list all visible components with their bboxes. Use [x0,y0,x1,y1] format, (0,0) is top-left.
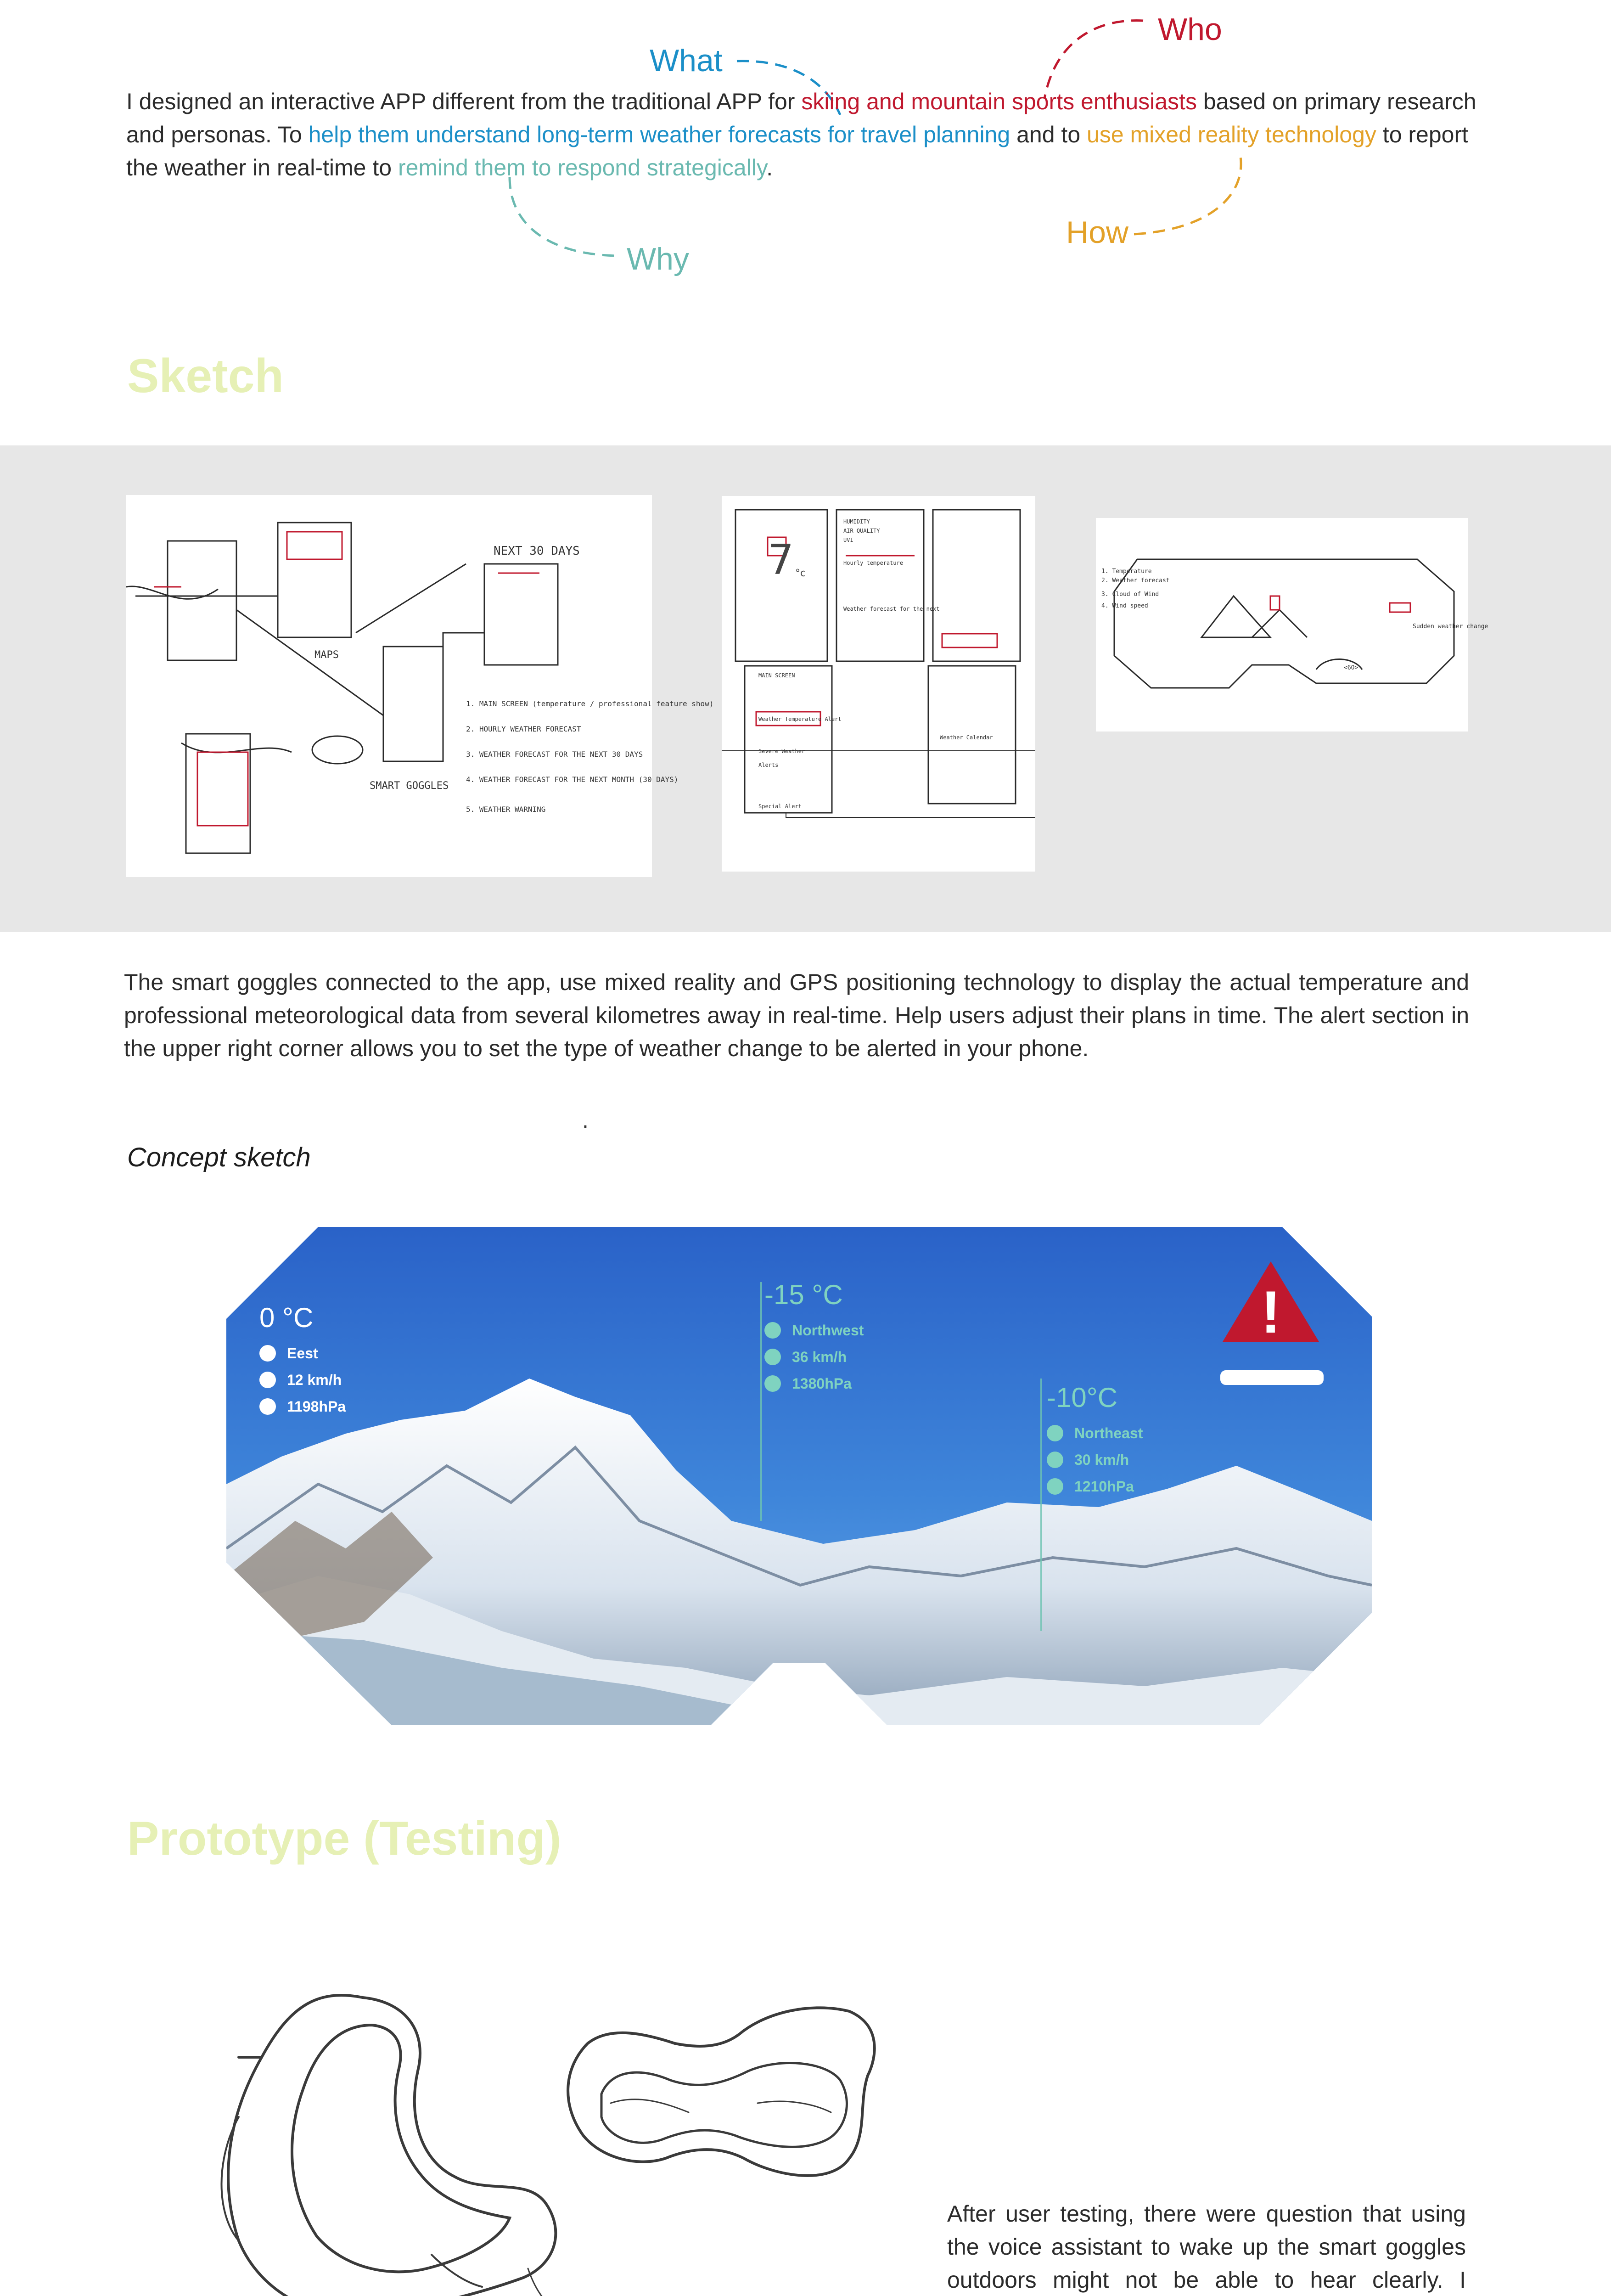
hud-summit-direction-text: Northwest [792,1322,864,1339]
concept-caption: Concept sketch [127,1142,311,1172]
sketch-image-app-flow [126,495,714,877]
hud-ridge-wind-text: 30 km/h [1074,1451,1129,1468]
sketch2-note-alerts: Alerts [758,762,779,768]
hud-summit-wind-text: 36 km/h [792,1348,847,1365]
prototype-sketch-image [124,1919,911,2296]
hud-ridge-wind [1047,1446,1143,1473]
hud-dot [764,1322,781,1339]
intro-text-3: and to [1010,122,1087,147]
hud-dot [259,1372,276,1388]
hud-current-pressure [259,1393,346,1420]
prototype-paragraph: After user testing, there were question that using the voice assistant to wake up the smart goggles outdoors might not be able to hear clearly. I [947,2201,1466,2293]
sketch1-list-item-1: 1. MAIN SCREEN (temperature / professional feature show) [466,699,714,708]
sketch2-note-air-quality: AIR QUALITY [843,528,880,534]
sketch1-list-item-3: 3. WEATHER FORECAST FOR THE NEXT 30 DAYS [466,750,643,759]
sketch2-note-severe: Severe Weather [758,748,805,754]
intro-text-1: I designed an interactive APP different from the traditional APP for [126,89,802,114]
sketch2-note-forecast: Weather forecast for the next [843,606,940,612]
hud-dot [764,1375,781,1392]
sketch3-note-wind: 4. Wind speed [1101,602,1148,609]
who-highlight: skiing and mountain sports enthusiasts [801,89,1197,114]
sketch-goggles-view-drawing [1096,518,1488,732]
prototype-title: Prototype (Testing) [127,1812,561,1865]
sketch2-note-uvi: UVI [843,537,853,543]
goggle-concept-view [226,1227,1372,1725]
sketch1-list-item-5: 5. WEATHER WARNING [466,805,546,814]
sketch-screens-drawing [722,496,1035,872]
how-highlight: use mixed reality technology [1087,122,1376,147]
why-label: Why [627,242,689,276]
sketch3-note-cloud: 3. Cloud of Wind [1101,591,1159,598]
hud-dot [1047,1452,1063,1468]
sketch2-note-main-screen: MAIN SCREEN [758,672,795,679]
sketch1-list-item-4: 4. WEATHER FORECAST FOR THE NEXT MONTH (30 DAYS) [466,775,679,784]
hud-dot [1047,1425,1063,1441]
hud-summit-direction [764,1317,864,1344]
hud-current-wind [259,1367,346,1393]
intro-paragraph [126,85,1481,184]
sketch2-note-temp-alert: Weather Temperature Alert [758,716,842,722]
sketch-title: Sketch [127,349,284,403]
hud-summit-pressure [764,1370,864,1397]
hud-dot [259,1345,276,1362]
alert-toggle-bar[interactable] [1220,1370,1324,1385]
hud-current-direction-text: Eest [287,1345,318,1362]
intro-text-4: to report the weather in real-time to [126,122,1469,180]
sketch-app-flow-drawing [126,495,714,877]
sketch1-note-next-30-days: NEXT 30 DAYS [494,544,580,558]
prototype-sketch-drawing [124,1919,911,2296]
hud-dot [764,1349,781,1365]
intro-text-5: . [766,155,773,180]
sketch1-note-smart-goggles: SMART GOGGLES [370,780,449,792]
hud-current-pressure-text: 1198hPa [287,1398,346,1415]
sketch1-list-item-2: 2. HOURLY WEATHER FORECAST [466,725,581,733]
intro-text-2: based on primary research and personas. To [126,89,1476,147]
goggles-paragraph: The smart goggles connected to the app, use mixed reality and GPS positioning technology to display the actual temperature and professional meteorological data from several kilometres away in real-time. Help users adjust their plans in time. The alert section in the upper right corner allows you to set the type of weather change to be alerted in your phone. [124,969,1469,1061]
sketch3-note-forecast: 2. Weather forecast [1101,577,1170,584]
hud-summit-wind [764,1344,864,1370]
hud-current-wind-text: 12 km/h [287,1371,342,1388]
why-connector [510,177,617,256]
hud-ridge-pressure [1047,1473,1143,1500]
hud-panel-current [259,1302,346,1420]
how-label: How [1066,215,1129,250]
sketch-image-goggles-view [1096,518,1488,732]
sketch2-big-temp: 7 [768,536,794,584]
hud-ridge-pressure-text: 1210hPa [1074,1478,1134,1495]
hud-dot [259,1398,276,1415]
sketch2-unit: °c [795,568,806,579]
sketch2-note-hourly: Hourly temperature [843,560,904,566]
what-highlight: help them understand long-term weather forecasts for travel planning [308,122,1010,147]
sketch2-note-humidity: HUMIDITY [843,518,870,525]
hud-summit-pressure-text: 1380hPa [792,1375,852,1392]
sketch-image-screens [722,496,1035,872]
who-label: Who [1158,12,1222,47]
hud-ridge-temp: -10°C [1047,1382,1118,1413]
sketch2-note-special: Special Alert [758,803,802,810]
alert-exclamation: ! [1261,1278,1281,1345]
hud-panel-ridge [1047,1382,1143,1500]
hud-dot [1047,1478,1063,1495]
hud-summit-temp: -15 °C [764,1279,843,1310]
hud-ridge-direction [1047,1420,1143,1446]
sketch3-note-sudden-change: Sudden weather change [1413,623,1488,630]
hud-panel-summit [764,1279,864,1397]
why-highlight: remind them to respond strategically [398,155,767,180]
sketch3-note-temperature: 1. Temperature [1101,568,1152,575]
hud-current-direction [259,1340,346,1367]
hud-current-temp: 0 °C [259,1302,314,1333]
stray-dot: . [582,1107,589,1133]
sketch3-badge: <6O> [1344,664,1358,671]
sketch1-note-maps: MAPS [314,649,339,661]
sketch2-note-calendar: Weather Calendar [940,734,993,741]
hud-ridge-direction-text: Northeast [1074,1424,1143,1441]
what-label: What [650,43,723,78]
sketch-band [0,445,1611,932]
